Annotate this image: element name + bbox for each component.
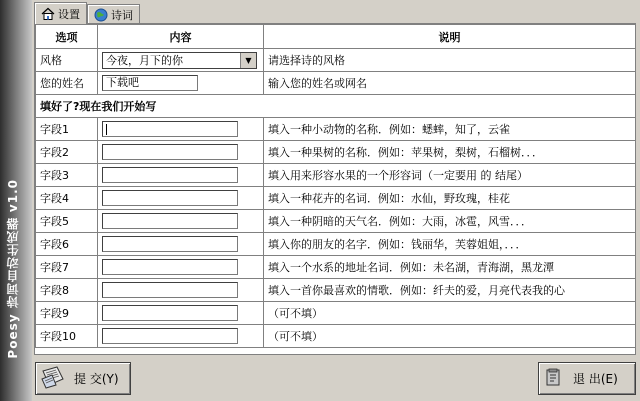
text-caret — [106, 124, 107, 135]
field-input[interactable] — [102, 190, 238, 206]
table-row — [36, 279, 636, 302]
app-title: Poesy 诗词自动生成器 v1.0 — [6, 179, 20, 359]
field-label: 字段2 — [36, 141, 98, 164]
chevron-down-icon[interactable]: ▼ — [240, 53, 256, 68]
field-desc: （可不填） — [264, 325, 636, 348]
field-input[interactable] — [102, 305, 238, 321]
tab-bar — [34, 2, 140, 24]
field-input[interactable] — [102, 167, 238, 183]
field-desc: 填入一首你最喜欢的情歌．例如：纤夫的爱，月亮代表我的心 — [264, 279, 636, 302]
field-desc: 填入一种果树的名称．例如：苹果树，梨树，石榴树．．． — [264, 141, 636, 164]
table-header — [36, 25, 636, 49]
exit-label: 退 出(E) — [573, 372, 618, 386]
settings-table — [35, 24, 636, 348]
field-desc: 填入一个水系的地址名词．例如：未名湖，青海湖，黑龙潭 — [264, 256, 636, 279]
field-cell — [98, 279, 264, 302]
field-desc: 填入一种阴暗的天气名．例如：大雨，冰雹，风雪．．． — [264, 210, 636, 233]
style-desc: 请选择诗的风格 — [264, 49, 636, 72]
tab-poem-label: 诗词 — [111, 8, 133, 22]
tab-poem[interactable] — [87, 4, 140, 24]
field-label: 字段3 — [36, 164, 98, 187]
field-input[interactable] — [102, 213, 238, 229]
field-cell — [98, 164, 264, 187]
field-desc: 填入用来形容水果的一个形容词（一定要用 的 结尾） — [264, 164, 636, 187]
table-row — [36, 118, 636, 141]
field-cell — [98, 302, 264, 325]
field-label: 字段9 — [36, 302, 98, 325]
field-input[interactable] — [102, 144, 238, 160]
tab-settings[interactable] — [34, 2, 87, 24]
field-cell — [98, 256, 264, 279]
col-header-option: 选项 — [36, 25, 98, 49]
field-desc: 填入一种花卉的名词．例如：水仙，野玫瑰，桂花 — [264, 187, 636, 210]
field-input[interactable] — [102, 121, 238, 137]
col-header-desc: 说明 — [264, 25, 636, 49]
style-label: 风格 — [36, 49, 98, 72]
table-row — [36, 164, 636, 187]
table-row — [36, 187, 636, 210]
field-label: 字段8 — [36, 279, 98, 302]
field-label: 字段4 — [36, 187, 98, 210]
style-select[interactable] — [102, 52, 257, 69]
table-row — [36, 141, 636, 164]
field-input[interactable] — [102, 236, 238, 252]
table-row — [36, 233, 636, 256]
table-row — [36, 302, 636, 325]
submit-button[interactable] — [35, 362, 131, 395]
exit-button[interactable] — [538, 362, 636, 395]
field-desc: （可不填） — [264, 302, 636, 325]
field-desc: 填入一种小动物的名称．例如：蟋蟀，知了，云雀 — [264, 118, 636, 141]
style-row — [36, 49, 636, 72]
field-cell — [98, 210, 264, 233]
exit-icon — [545, 368, 561, 389]
table-row — [36, 210, 636, 233]
table-row — [36, 256, 636, 279]
field-cell — [98, 187, 264, 210]
field-input[interactable] — [102, 282, 238, 298]
section-row — [36, 95, 636, 118]
field-cell — [98, 141, 264, 164]
settings-table-frame — [34, 23, 636, 355]
section-title: 填好了?现在我们开始写 — [36, 95, 636, 118]
field-cell — [98, 233, 264, 256]
field-cell — [98, 325, 264, 348]
style-cell — [98, 49, 264, 72]
field-label: 字段10 — [36, 325, 98, 348]
style-select-value: 今夜，月下的你 — [106, 53, 183, 67]
field-input[interactable] — [102, 259, 238, 275]
field-label: 字段5 — [36, 210, 98, 233]
field-label: 字段6 — [36, 233, 98, 256]
submit-label: 提 交(Y) — [74, 372, 119, 386]
field-label: 字段1 — [36, 118, 98, 141]
name-input[interactable]: 下载吧 — [102, 75, 198, 91]
field-rows — [36, 118, 636, 348]
field-label: 字段7 — [36, 256, 98, 279]
name-label: 您的姓名 — [36, 72, 98, 95]
side-title-bar — [0, 0, 32, 401]
field-desc: 填入你的朋友的名字．例如：钱丽华，芙蓉姐姐，．．． — [264, 233, 636, 256]
name-row — [36, 72, 636, 95]
name-desc: 输入您的姓名或网名 — [264, 72, 636, 95]
tab-settings-label: 设置 — [58, 7, 80, 21]
name-cell — [98, 72, 264, 95]
home-icon — [41, 7, 55, 21]
col-header-content: 内容 — [98, 25, 264, 49]
newspaper-icon — [40, 365, 66, 392]
field-cell — [98, 118, 264, 141]
globe-icon — [94, 8, 108, 22]
table-row — [36, 325, 636, 348]
field-input[interactable] — [102, 328, 238, 344]
